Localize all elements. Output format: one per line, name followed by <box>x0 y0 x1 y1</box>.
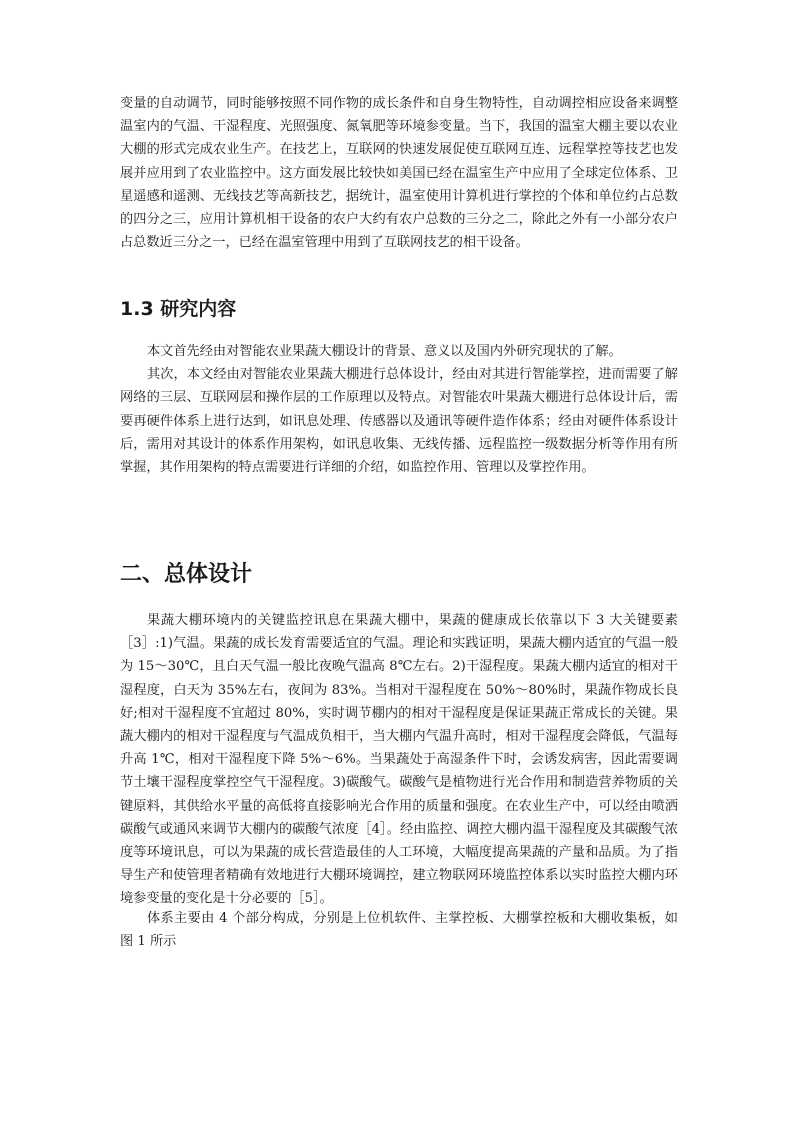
body-paragraph-4: 体系主要由 4 个部分构成，分别是上位机软件、主掌控板、大棚掌控板和大棚收集板，如图 1 所示 <box>120 911 678 950</box>
body-paragraph-3: 果蔬大棚环境内的关键监控讯息在果蔬大棚中，果蔬的健康成长依靠以下 3 大关键要素［3］:1)气温。果蔬的成长发育需要适宜的气温。理论和实践证明，果蔬大棚内适宜的气温一般为 15～30℃，且白天气温一般比夜晚气温高 8℃左右。2)干湿程度。果蔬大棚内适宜的相对干湿程度，白天为 35%左右，夜间为 83%。当相对干湿程度在 50%～80%时，果蔬作物成长良好;相对干湿程度不宜超过 80%，实时调节棚内的相对干湿程度是保证果蔬正常成长的关键。果蔬大棚内的相对干湿程度与气温成负相干，当大棚内气温升高时，相对干湿程度会降低，气温每升高 1℃，相对干湿程度下降 5%～6%。当果蔬处于高湿条件下时，会诱发病害，因此需要调节土壤干湿程度掌控空气干湿程度。3)碳酸气。碳酸气是植物进行光合作用和制造营养物质的关键原料，其供给水平量的高低将直接影响光合作用的质量和强度。在农业生产中，可以经由喷洒碳酸气或通风来调节大棚内的碳酸气浓度［4］。经由监控、调控大棚内温干湿程度及其碳酸气浓度等环境讯息，可以为果蔬的成长营造最佳的人工环境，大幅度提高果蔬的产量和品质。为了指导生产和使管理者精确有效地进行大棚环境调控，建立物联网环境监控体系以实时监控大棚内环境参变量的变化是十分必要的［5］。 <box>120 613 678 907</box>
body-paragraph-1: 变量的自动调节，同时能够按照不同作物的成长条件和自身生物特性，自动调控相应设备来调整温室内的气温、干湿程度、光照强度、氮氧肥等环境参变量。当下，我国的温室大棚主要以农业大棚的形式完成农业生产。在技艺上，互联网的快速发展促使互联网互连、远程掌控等技艺也发展并应用到了农业监控中。这方面发展比较快如美国已经在温室生产中应用了全球定位体系、卫星遥感和遥测、无线技艺等高新技艺，据统计，温室使用计算机进行掌控的个体和单位约占总数的四分之三，应用计算机相干设备的农户大约有农户总数的三分之二，除此之外有一小部分农户占总数近三分之一，已经在温室管理中用到了互联网技艺的相干设备。 <box>120 96 678 251</box>
section-1-3-body <box>120 340 678 479</box>
section-heading-1-3: 1.3 研究内容 <box>120 298 237 320</box>
chapter-heading-2: 二、总体设计 <box>120 562 253 587</box>
body-paragraph-2a: 本文首先经由对智能农业果蔬大棚设计的背景、意义以及国内外研究现状的了解。 <box>147 344 622 359</box>
body-paragraph-2b: 其次，本文经由对智能农业果蔬大棚进行总体设计，经由对其进行智能掌控，进而需要了解网络的三层、互联网层和操作层的工作原理以及特点。对智能农叶果蔬大棚进行总体设计后，需要再硬件体系上进行达到，如讯息处理、传感器以及通讯等硬件造作体系；经由对硬件体系设计后，需用对其设计的体系作用架构，如讯息收集、无线传播、远程监控一级数据分析等作用有所掌握，其作用架构的特点需要进行详细的介绍，如监控作用、管理以及掌控作用。 <box>120 367 678 476</box>
